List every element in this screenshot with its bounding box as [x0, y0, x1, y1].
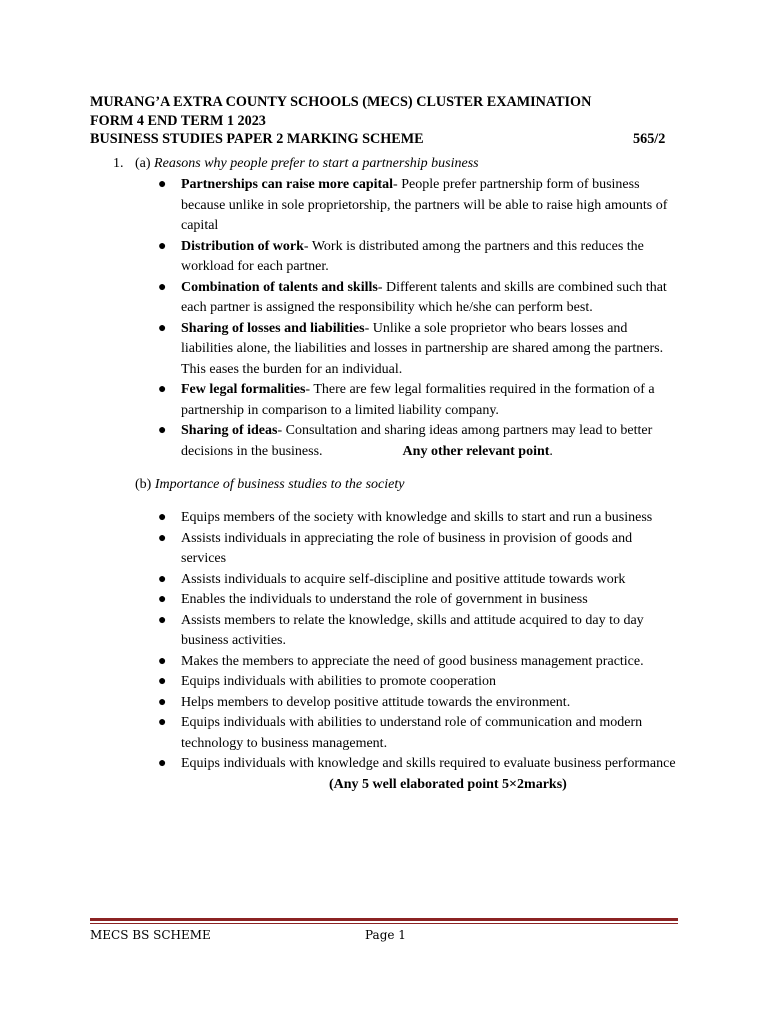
bullet-icon: ●	[158, 715, 167, 730]
item-text: Enables the individuals to understand the role of government in business	[181, 592, 588, 607]
list-item	[158, 278, 680, 319]
list-item	[158, 713, 680, 754]
item-text: Assists members to relate the knowledge, skills and attitude acquired to day to day business activities.	[181, 612, 644, 648]
list-item	[158, 529, 680, 570]
bullet-icon: ●	[158, 382, 167, 397]
list-item	[158, 590, 680, 611]
question-1b-heading	[135, 475, 404, 494]
item-text: Equips individuals with abilities to understand role of communication and modern technology to business management.	[181, 715, 643, 751]
header-school: MURANG’A EXTRA COUNTY SCHOOLS (MECS) CLUSTER EXAMINATION	[90, 94, 592, 110]
list-item	[158, 421, 680, 462]
list-item	[158, 319, 680, 381]
item-text: - Unlike a sole proprietor who bears losses and liabilities alone, the liabilities and losses in partnership are shared among the partners. This eases the burden for an individual.	[181, 320, 664, 377]
item-text: - Work is distributed among the partners and this reduces the workload for each partner.	[181, 238, 644, 274]
part-a-list	[158, 175, 680, 462]
list-item	[158, 754, 680, 795]
bullet-icon: ●	[158, 238, 167, 254]
bullet-icon: ●	[158, 674, 167, 689]
list-item	[158, 175, 680, 237]
list-item	[158, 672, 680, 693]
list-item	[158, 508, 680, 529]
item-bold: Distribution of work	[181, 238, 304, 254]
list-item	[158, 237, 680, 278]
part-b-label: (b)	[135, 477, 152, 492]
list-item	[158, 693, 680, 714]
part-a-closing: Any other relevant point	[402, 443, 550, 459]
item-bold: Sharing of losses and liabilities	[181, 320, 365, 336]
item-text: Assists individuals to acquire self-discipline and positive attitude towards work	[181, 571, 626, 587]
item-bold: Combination of talents and skills	[181, 279, 378, 295]
bullet-icon: ●	[158, 571, 167, 587]
page-number: Page 1	[365, 928, 406, 942]
bullet-icon: ●	[158, 653, 167, 669]
header-paper	[90, 130, 690, 149]
list-item	[158, 652, 680, 673]
paper-code: 565/2	[633, 131, 666, 147]
part-b-list	[158, 508, 680, 795]
part-a-label: (a)	[135, 156, 151, 171]
footer-title: MECS BS SCHEME	[90, 928, 211, 942]
bullet-icon: ●	[158, 612, 167, 628]
item-text: - There are few legal formalities required in the formation of a partnership in comparison to a limited liability company.	[181, 382, 655, 418]
question-1a-heading	[113, 154, 479, 173]
bullet-icon: ●	[158, 592, 167, 607]
item-text: Equips individuals with knowledge and skills required to evaluate business performance	[181, 756, 676, 771]
header-paper-title: BUSINESS STUDIES PAPER 2 MARKING SCHEME	[90, 131, 424, 147]
question-number: 1.	[113, 156, 124, 171]
item-bold: Sharing of ideas	[181, 423, 278, 438]
item-text: Assists individuals in appreciating the role of business in provision of goods and services	[181, 530, 633, 566]
item-text: Equips members of the society with knowledge and skills to start and run a business	[181, 510, 653, 525]
list-item	[158, 570, 680, 591]
list-item	[158, 611, 680, 652]
list-item	[158, 380, 680, 421]
bullet-icon: ●	[158, 423, 167, 438]
part-b-closing: (Any 5 well elaborated point 5×2marks)	[329, 776, 567, 792]
item-bold: Partnerships can raise more capital	[181, 177, 394, 192]
item-text: Makes the members to appreciate the need of good business management practice.	[181, 653, 644, 669]
bullet-icon: ●	[158, 510, 167, 525]
item-text: Helps members to develop positive attitude towards the environment.	[181, 694, 571, 710]
exam-header	[90, 93, 690, 149]
item-text: Equips individuals with abilities to promote cooperation	[181, 674, 496, 689]
footer-divider	[90, 918, 678, 925]
footer-rule-thick	[90, 918, 678, 921]
part-a-title: Reasons why people prefer to start a partnership business	[154, 156, 479, 171]
part-b-title: Importance of business studies to the society	[154, 477, 405, 492]
footer-rule-thin	[90, 923, 678, 924]
item-text: - Consultation and sharing ideas among partners may lead to better decisions in the business.	[181, 423, 653, 459]
bullet-icon: ●	[158, 320, 167, 336]
item-text: - Different talents and skills are combined such that each partner is assigned the responsibility which he/she can perform best.	[181, 279, 667, 315]
bullet-icon: ●	[158, 530, 167, 546]
part-a-closing-punct: .	[549, 443, 553, 459]
bullet-icon: ●	[158, 279, 167, 295]
header-term: FORM 4 END TERM 1 2023	[90, 112, 266, 129]
item-bold: Few legal formalities	[181, 382, 306, 397]
bullet-icon: ●	[158, 694, 167, 710]
item-text: - People prefer partnership form of business because unlike in sole proprietorship, the partners will be able to raise high amounts of capital	[181, 177, 668, 233]
bullet-icon: ●	[158, 177, 167, 192]
bullet-icon: ●	[158, 756, 167, 771]
